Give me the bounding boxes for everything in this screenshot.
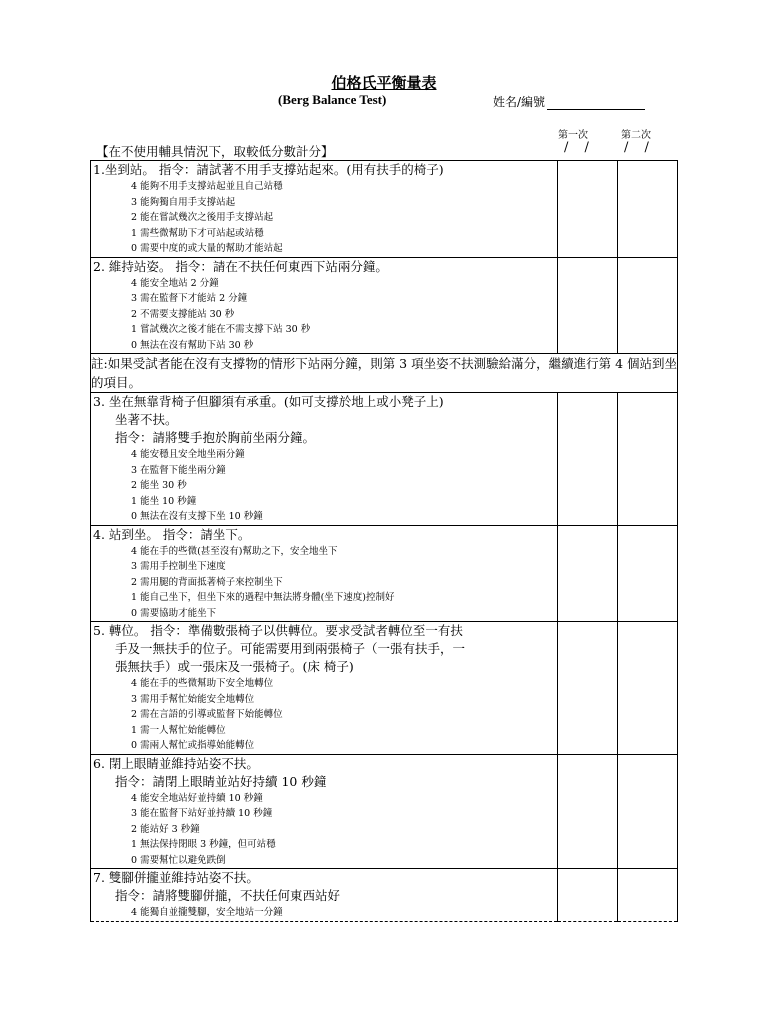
score-option: 3 能在監督下站好並持續 10 秒鐘 [131,808,273,819]
first-attempt-score-cell[interactable] [558,393,618,526]
item-row [91,257,678,354]
score-option: 3 能夠獨自用手支撐站起 [131,196,236,208]
form-subtitle: (Berg Balance Test) [278,92,387,107]
score-option: 4 能夠不用手支撐站起並且自己站穩 [131,181,283,192]
first-attempt-score-cell[interactable] [558,161,618,258]
item-description [91,869,558,922]
second-attempt-date: / / [624,140,655,155]
score-option: 1 能自己坐下，但坐下來的過程中無法將身體(坐下速度)控制好 [131,592,395,603]
second-attempt-header: 第二次 [621,130,651,141]
item-title: 4. 站到坐。 指令：請坐下。 [93,526,251,542]
score-option: 1 無法保持閉眼 3 秒鐘，但可站穩 [131,839,276,850]
score-option: 4 能在手的些微(甚至沒有)幫助之下，安全地坐下 [131,545,338,557]
item-description [91,525,558,622]
score-option: 2 需在言語的引導或監督下始能轉位 [131,709,283,720]
first-attempt-score-cell[interactable] [558,869,618,922]
score-option: 4 能獨自並攏雙腳，安全地站一分鐘 [131,907,283,918]
scoring-instruction: 【在不使用輔具情況下，取較低分數計分】 [96,144,334,159]
score-option: 3 在監督下能坐兩分鐘 [131,464,226,476]
score-option: 0 需要中度的或大量的幫助才能站起 [131,243,283,254]
item-description [91,754,558,869]
score-option: 1 需一人幫忙始能轉位 [131,724,226,736]
first-attempt-score-cell[interactable] [558,622,618,755]
item-instruction: 指令：請閉上眼睛並站好持續 10 秒鐘 [115,773,327,789]
item-instruction: 張無扶手）或一張床及一張椅子。(床 椅子) [115,659,354,674]
score-option: 4 能安全地站 2 分鐘 [131,277,219,289]
second-attempt-score-cell[interactable] [618,393,678,526]
item-instruction: 手及一無扶手的位子。可能需要用到兩張椅子（一張有扶手，一 [115,641,466,656]
item-title: 7. 雙腳併攏並維持站姿不扶。 [93,870,259,885]
score-option: 2 能站好 3 秒鐘 [131,823,200,835]
item-row [91,754,678,869]
score-option: 3 需在監督下才能站 2 分鐘 [131,293,248,304]
score-option: 1 需些微幫助下才可站起或站穩 [131,227,264,239]
item-row [91,525,678,622]
score-option: 2 需用腿的背面抵著椅子來控制坐下 [131,576,283,588]
item-description [91,257,558,354]
score-option: 0 無法在沒有幫助下站 30 秒 [131,339,254,351]
score-option: 0 無法在沒有支撐下坐 10 秒鐘 [131,511,263,522]
second-attempt-score-cell[interactable] [618,161,678,258]
score-option: 4 能安穩且安全地坐兩分鐘 [131,449,245,460]
score-option: 0 需兩人幫忙或指導始能轉位 [131,740,255,751]
item-description [91,161,558,258]
note-row [91,354,678,393]
first-attempt-score-cell[interactable] [558,525,618,622]
form-title: 伯格氏平衡量表 [331,74,437,92]
second-attempt-score-cell[interactable] [618,622,678,755]
item-title: 5. 轉位。 指令：準備數張椅子以供轉位。要求受試者轉位至一有扶 [93,623,463,638]
score-option: 2 不需要支撐能站 30 秒 [131,308,235,320]
score-option: 0 需要協助才能坐下 [131,607,217,619]
score-option: 1 能坐 10 秒鐘 [131,495,197,507]
score-option: 0 需要幫忙以避免跌倒 [131,854,226,866]
name-id-label: 姓名/編號 [493,95,546,109]
item-instruction: 指令：請將雙腳併攏，不扶任何東西站好 [115,888,341,903]
name-id-blank[interactable] [547,96,645,110]
item-row [91,393,678,526]
item-title: 1.坐到站。 指令：請試著不用手支撐站起來。(用有扶手的椅子) [93,162,444,177]
second-attempt-score-cell[interactable] [618,525,678,622]
item-title: 2. 維持站姿。 指令：請在不扶任何東西下站兩分鐘。 [93,258,388,274]
first-attempt-date: / / [564,140,595,155]
score-option: 4 能在手的些微幫助下安全地轉位 [131,678,274,689]
item-title: 6. 閉上眼睛並維持站姿不扶。 [93,755,259,771]
item-title: 3. 坐在無靠背椅子但腳須有承重。(如可支撐於地上或小凳子上) [93,394,444,409]
item-instruction: 坐著不扶。 [115,412,178,427]
first-attempt-header: 第一次 [558,130,588,141]
item-row [91,869,678,922]
score-option: 4 能安全地站好並持續 10 秒鐘 [131,792,263,804]
score-option: 1 嘗試幾次之後才能在不需支撐下站 30 秒 [131,324,311,335]
item-instruction: 指令：請將雙手抱於胸前坐兩分鐘。 [115,430,316,445]
second-attempt-score-cell[interactable] [618,754,678,869]
item-row [91,622,678,755]
second-attempt-score-cell[interactable] [618,257,678,354]
score-option: 3 需用手控制坐下速度 [131,561,226,572]
first-attempt-score-cell[interactable] [558,257,618,354]
item-description [91,622,558,755]
item-row [91,161,678,258]
name-id-field[interactable] [493,93,645,110]
score-option: 2 能在嘗試幾次之後用手支撐站起 [131,212,274,223]
note-text: 註:如果受試者能在沒有支撐物的情形下站兩分鐘，則第 3 項坐姿不扶測驗給滿分，繼續進行第 4 個站到坐的項目。 [91,354,678,393]
item-description [91,393,558,526]
score-option: 3 需用手幫忙始能安全地轉位 [131,693,255,705]
second-attempt-score-cell[interactable] [618,869,678,922]
score-option: 2 能坐 30 秒 [131,480,187,491]
berg-balance-table [90,160,678,922]
first-attempt-score-cell[interactable] [558,754,618,869]
